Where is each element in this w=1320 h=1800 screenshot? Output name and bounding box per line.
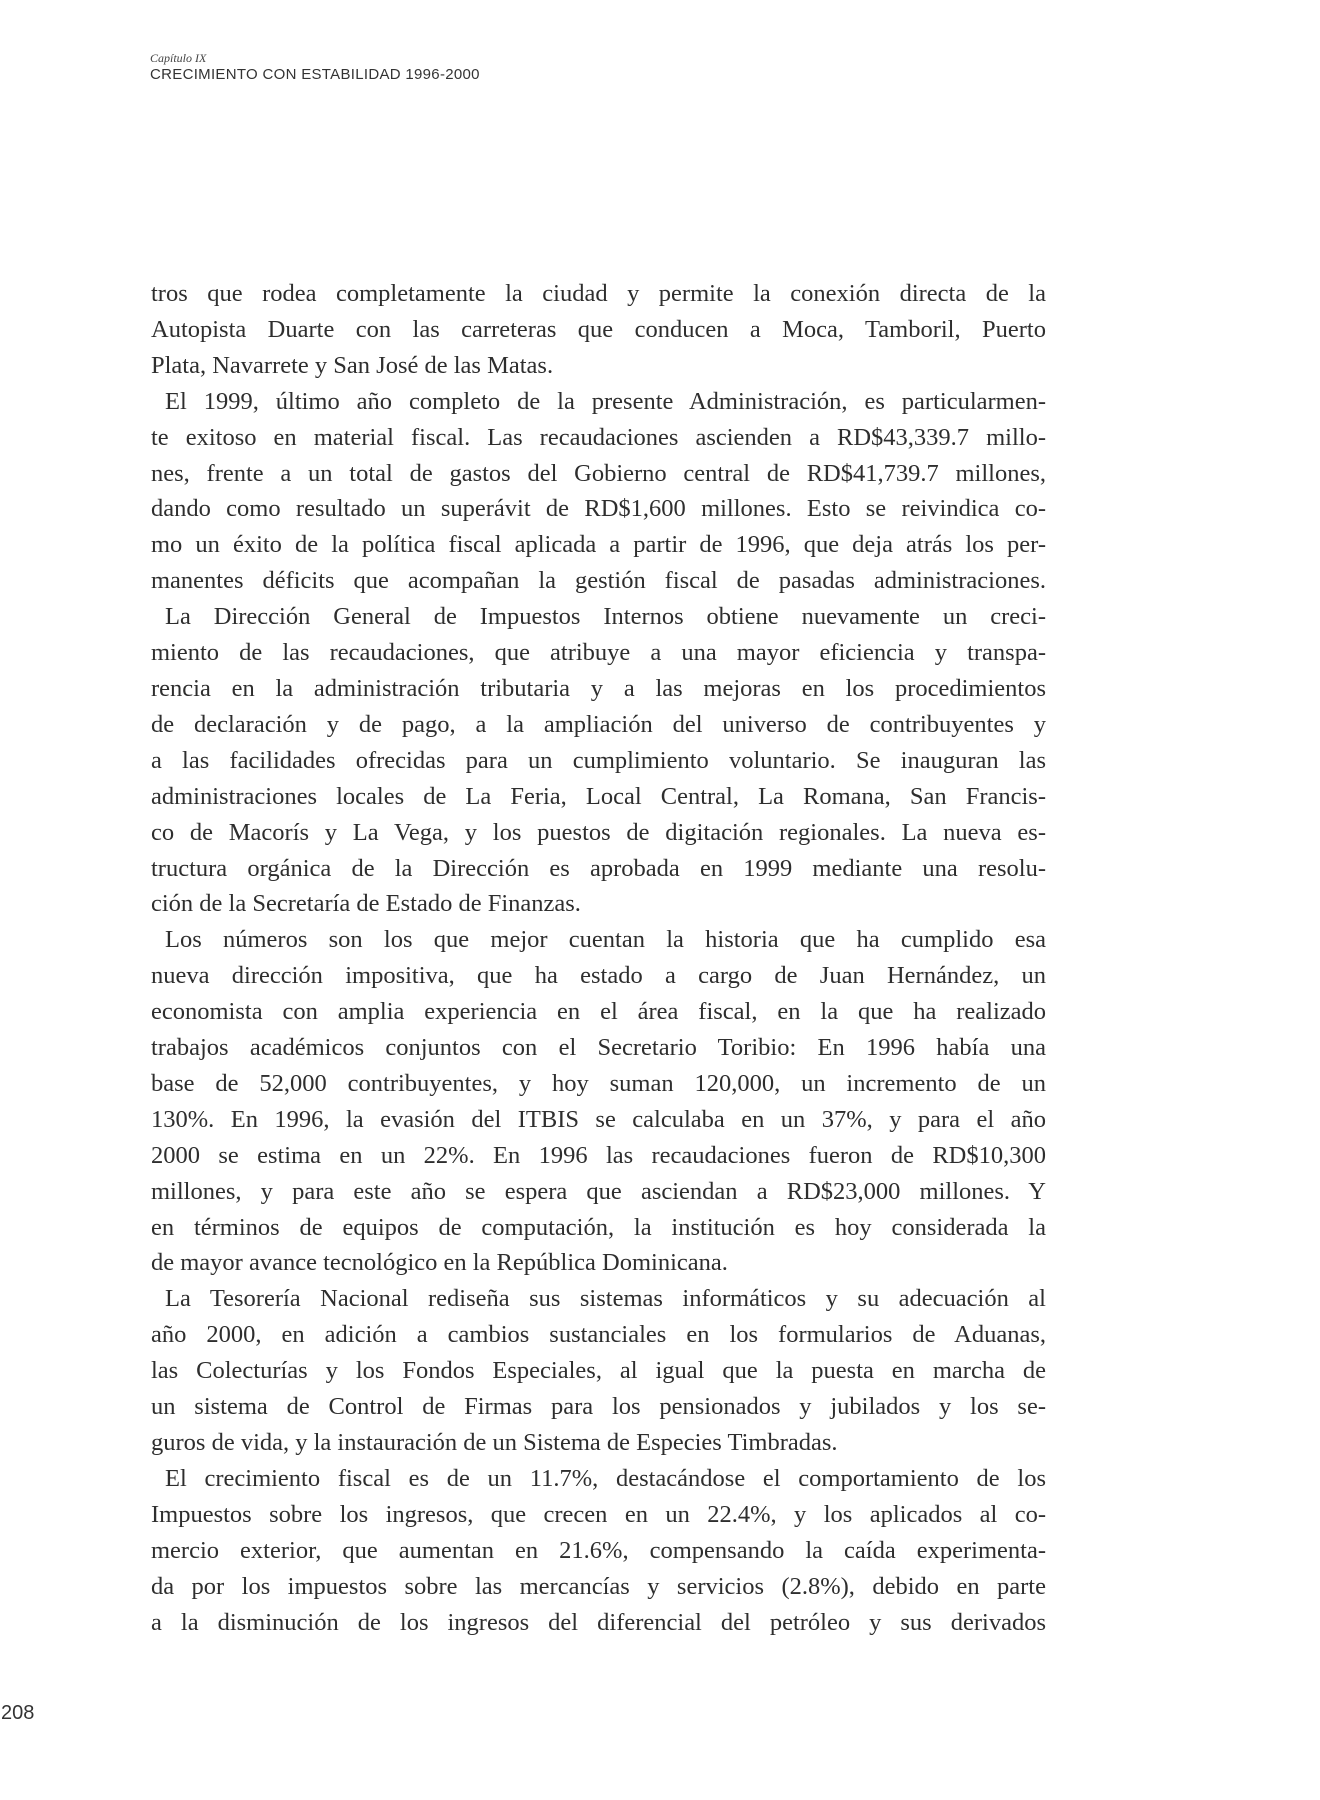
- text-line: te exitoso en material fiscal. Las recaudaciones ascienden a RD$43,339.7 millo-: [151, 423, 1046, 451]
- text-line: a la disminución de los ingresos del diferencial del petróleo y sus derivados: [151, 1608, 1046, 1636]
- text-line: 2000 se estima en un 22%. En 1996 las recaudaciones fueron de RD$10,300: [151, 1141, 1046, 1169]
- text-line: Autopista Duarte con las carreteras que conducen a Moca, Tamboril, Puerto: [151, 315, 1046, 343]
- paragraph: [151, 276, 1046, 384]
- text-line: economista con amplia experiencia en el área fiscal, en la que ha realizado: [151, 998, 1046, 1026]
- text-line: rencia en la administración tributaria y a las mejoras en los procedimientos: [151, 674, 1046, 702]
- paragraph: [151, 1281, 1046, 1461]
- text-line: año 2000, en adición a cambios sustanciales en los formularios de Aduanas,: [151, 1321, 1046, 1349]
- text-line: El crecimiento fiscal es de un 11.7%, destacándose el comportamiento de los: [165, 1464, 1046, 1492]
- text-line: tructura orgánica de la Dirección es aprobada en 1999 mediante una resolu-: [151, 854, 1046, 882]
- paragraph: [151, 1461, 1046, 1641]
- text-line: mo un éxito de la política fiscal aplicada a partir de 1996, que deja atrás los per-: [151, 531, 1046, 559]
- text-line: mercio exterior, que aumentan en 21.6%, compensando la caída experimenta-: [151, 1536, 1046, 1564]
- text-line: manentes déficits que acompañan la gestión fiscal de pasadas administraciones.: [151, 567, 1046, 595]
- text-line: base de 52,000 contribuyentes, y hoy suman 120,000, un incremento de un: [151, 1069, 1046, 1097]
- text-line: tros que rodea completamente la ciudad y permite la conexión directa de la: [151, 280, 1046, 307]
- text-line: millones, y para este año se espera que asciendan a RD$23,000 millones. Y: [151, 1177, 1046, 1205]
- text-line: Plata, Navarrete y San José de las Matas.: [151, 351, 554, 379]
- text-line: un sistema de Control de Firmas para los pensionados y jubilados y los se-: [151, 1393, 1046, 1421]
- text-line: Impuestos sobre los ingresos, que crecen en un 22.4%, y los aplicados al co-: [151, 1500, 1046, 1528]
- text-line: Los números son los que mejor cuentan la historia que ha cumplido esa: [165, 926, 1046, 954]
- paragraph: [151, 922, 1046, 1281]
- text-line: las Colecturías y los Fondos Especiales, al igual que la puesta en marcha de: [151, 1357, 1046, 1385]
- chapter-title: CRECIMIENTO CON ESTABILIDAD 1996-2000: [150, 66, 480, 83]
- text-line: en términos de equipos de computación, la institución es hoy considerada la: [151, 1213, 1046, 1241]
- paragraph: [151, 384, 1046, 599]
- chapter-label: Capítulo IX: [150, 51, 207, 65]
- text-line: de mayor avance tecnológico en la República Dominicana.: [151, 1249, 728, 1277]
- text-line: ción de la Secretaría de Estado de Finanzas.: [151, 890, 581, 918]
- text-line: 130%. En 1996, la evasión del ITBIS se calculaba en un 37%, y para el año: [151, 1105, 1046, 1133]
- text-line: guros de vida, y la instauración de un Sistema de Especies Timbradas.: [151, 1429, 838, 1456]
- text-line: trabajos académicos conjuntos con el Secretario Toribio: En 1996 había una: [151, 1034, 1046, 1062]
- text-line: nes, frente a un total de gastos del Gobierno central de RD$41,739.7 millones,: [151, 459, 1046, 487]
- text-line: a las facilidades ofrecidas para un cumplimiento voluntario. Se inauguran las: [151, 746, 1046, 774]
- body-text: [151, 276, 1046, 1640]
- text-line: administraciones locales de La Feria, Local Central, La Romana, San Francis-: [151, 782, 1046, 810]
- text-line: La Tesorería Nacional rediseña sus sistemas informáticos y su adecuación al: [165, 1285, 1046, 1313]
- text-line: nueva dirección impositiva, que ha estado a cargo de Juan Hernández, un: [151, 962, 1046, 990]
- text-line: miento de las recaudaciones, que atribuye a una mayor eficiencia y transpa-: [151, 639, 1046, 667]
- text-line: co de Macorís y La Vega, y los puestos de digitación regionales. La nueva es-: [151, 818, 1046, 846]
- text-line: dando como resultado un superávit de RD$1,600 millones. Esto se reivindica co-: [151, 495, 1046, 523]
- text-line: da por los impuestos sobre las mercancías y servicios (2.8%), debido en parte: [151, 1572, 1046, 1600]
- text-line: La Dirección General de Impuestos Internos obtiene nuevamente un creci-: [165, 603, 1046, 631]
- text-line: El 1999, último año completo de la presente Administración, es particularmen-: [165, 387, 1046, 415]
- page-number: 208: [1, 1702, 35, 1724]
- text-line: de declaración y de pago, a la ampliación del universo de contribuyentes y: [151, 710, 1046, 738]
- running-head: [150, 51, 480, 84]
- paragraph: [151, 599, 1046, 922]
